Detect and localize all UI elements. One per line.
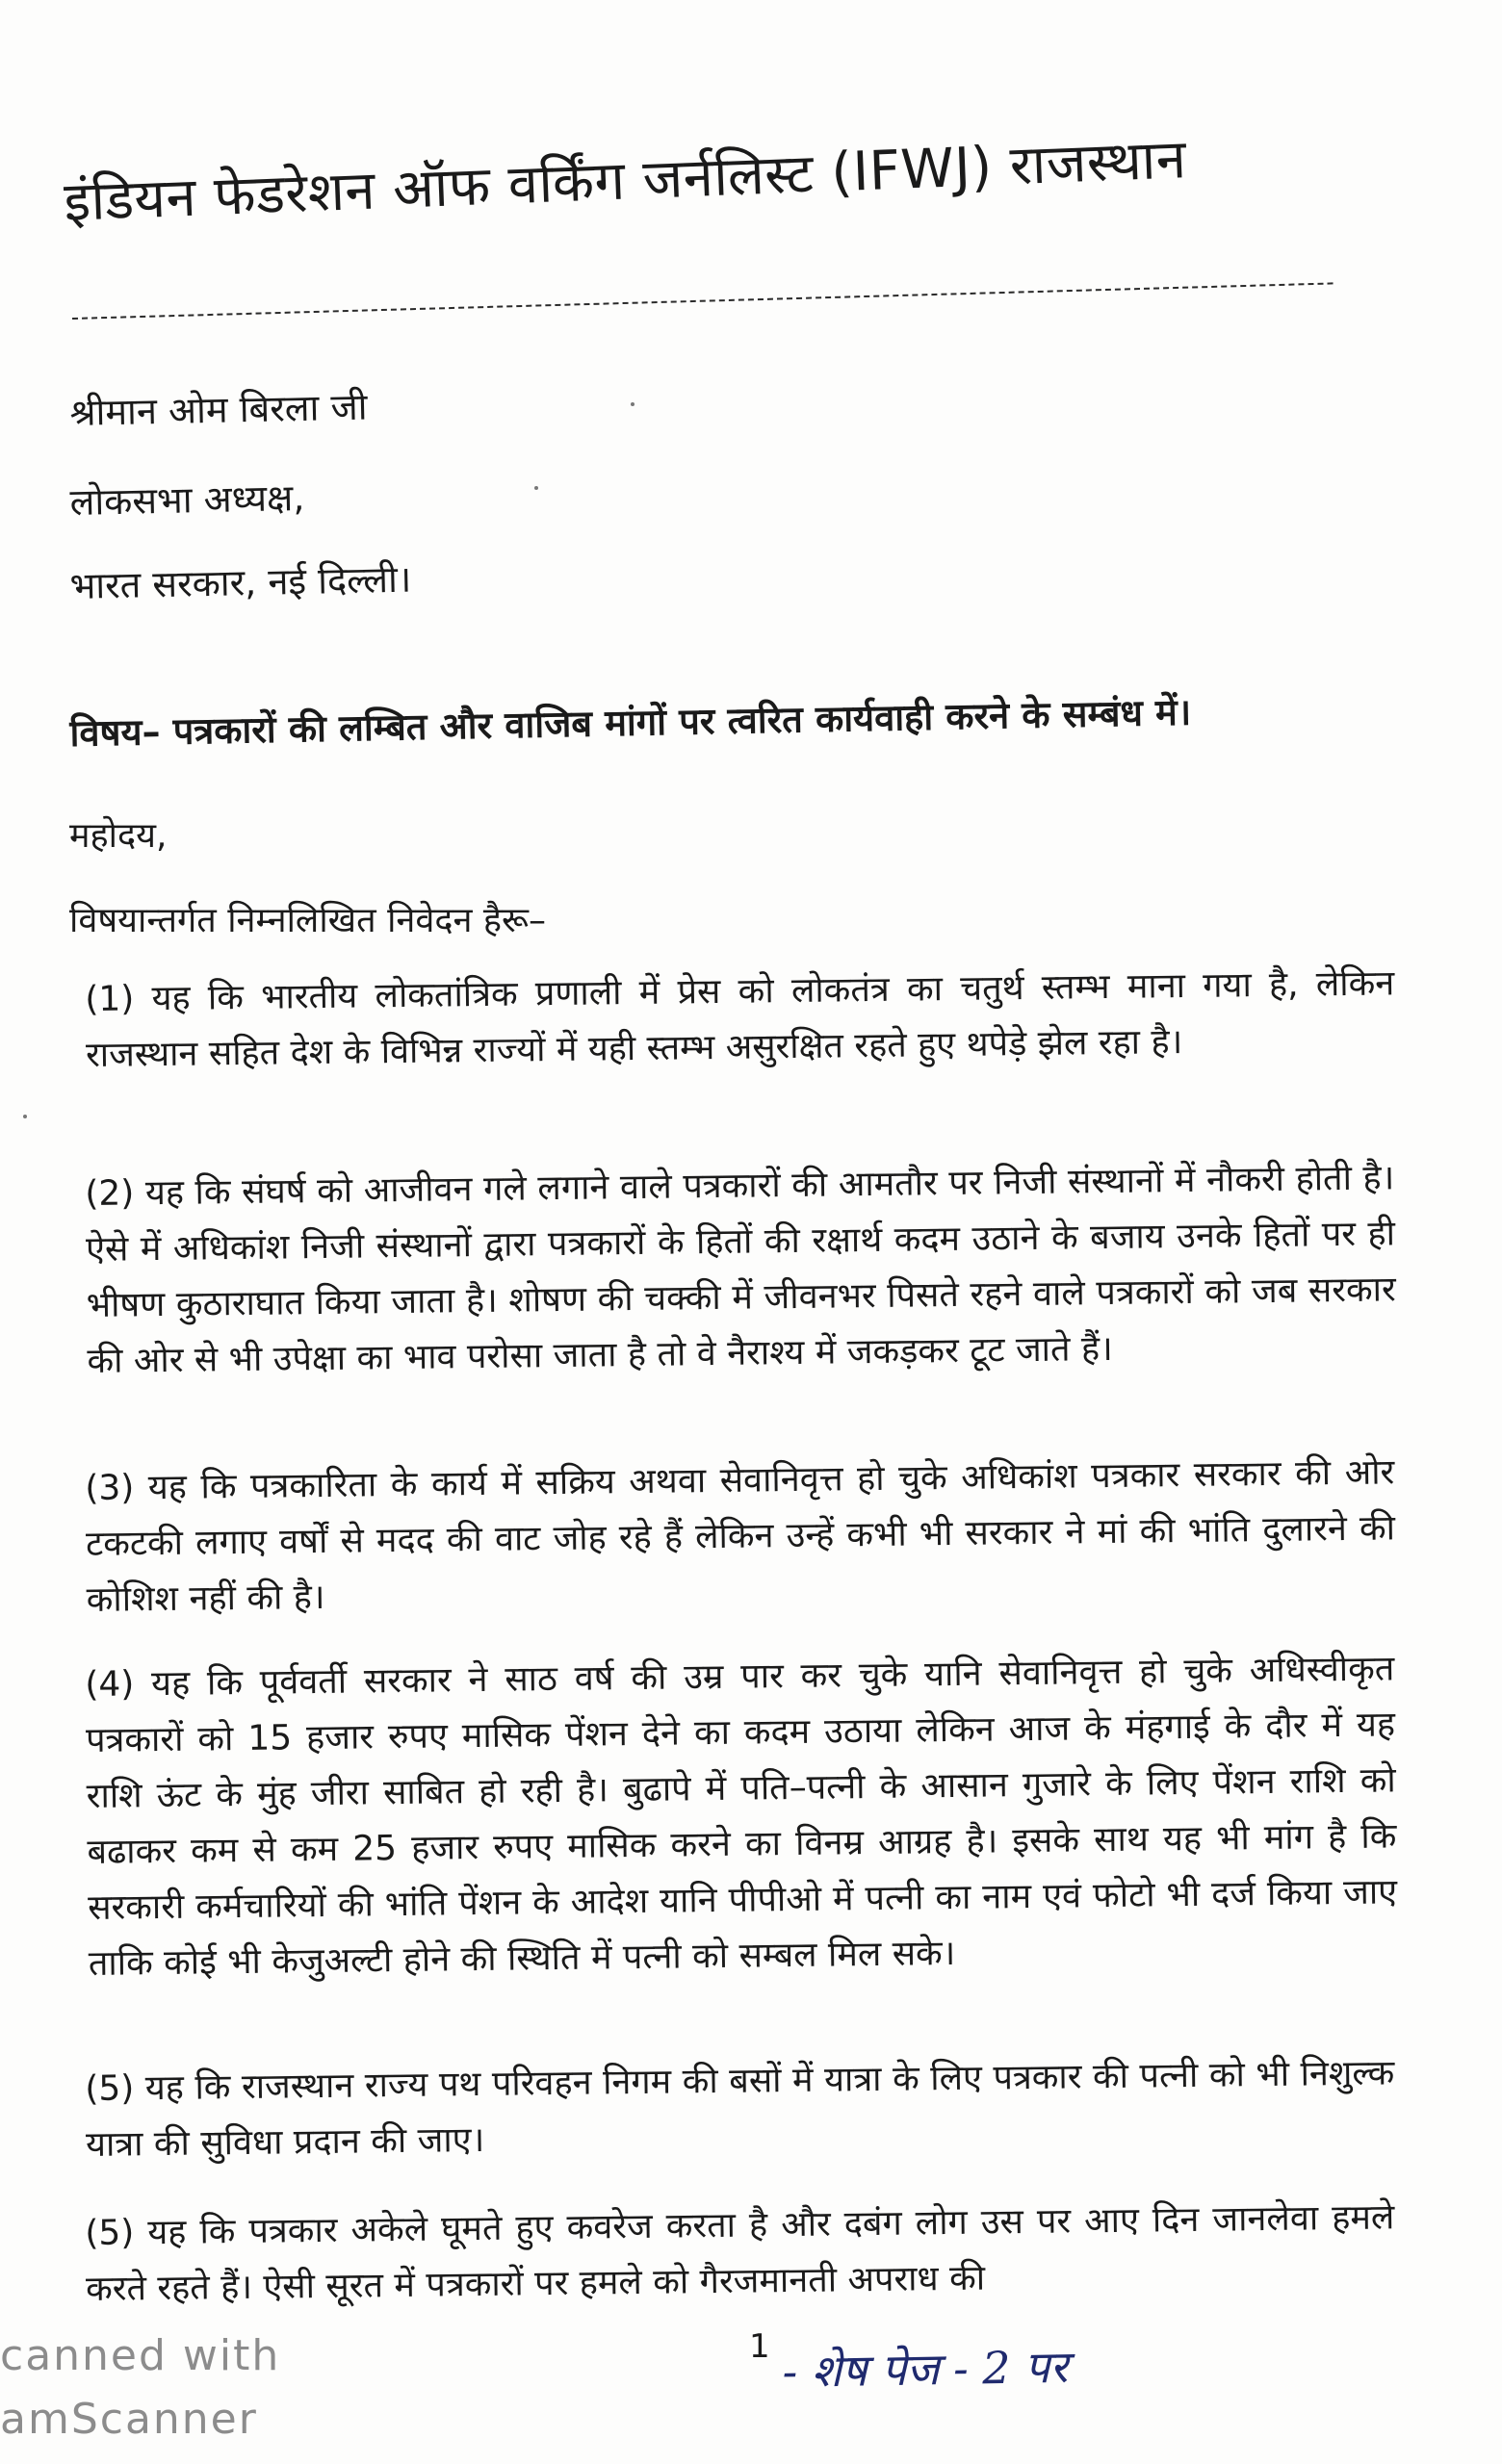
letter-subject: विषय– पत्रकारों की लम्बित और वाजिब मांगों पर त्वरित कार्यवाही करने के सम्बंध में।	[69, 690, 1192, 755]
scan-speck	[631, 402, 634, 406]
paragraph-3: (3) यह कि पत्रकारिता के कार्य में सक्रिय अथवा सेवानिवृत्त हो चुके अधिकांश पत्रकार सरकार की ओर टकटकी लगाए वर्षों से मदद की वाट जोह रहे हैं लेकिन उन्हें कभी भी सरकार ने मां की भांति दुलारने की कोशिश नहीं की है।	[85, 1452, 1396, 1620]
page-number: 1	[749, 2327, 770, 2366]
paragraph-2: (2) यह कि संघर्ष को आजीवन गले लगाने वाले पत्रकारों की आमतौर पर निजी संस्थानों में नौकरी होती है। ऐसे में अधिकांश निजी संस्थानों द्वारा पत्रकारों के हितों की रक्षार्थ कदम उठाने के बजाय उनके हितों पर ही भीषण कुठाराघात किया जाता है। शोषण की चक्की में जीवनभर पिसते रहने वाले पत्रकारों को जब सरकार की ओर से भी उपेक्षा का भाव परोसा जाता है तो वे नैराश्य में जकड़कर टूट जाते हैं।	[85, 1158, 1396, 1381]
scan-speck	[534, 486, 538, 490]
paragraph-5: (5) यह कि राजस्थान राज्य पथ परिवहन निगम की बसों में यात्रा के लिए पत्रकार की पत्नी को भी निशुल्क यात्रा की सुविधा प्रदान की जाए।	[85, 2053, 1395, 2165]
letterhead-title: इंडियन फेडरेशन ऑफ वर्किंग जर्नलिस्ट (IFWJ) राजस्थान	[63, 128, 1188, 234]
paragraph-1: (1) यह कि भारतीय लोकतांत्रिक प्रणाली में प्रेस को लोकतंत्र का चतुर्थ स्तम्भ माना गया है, लेकिन राजस्थान सहित देश के विभिन्न राज्यों में यही स्तम्भ असुरक्षित रहते हुए थपेड़े झेल रहा है।	[85, 963, 1395, 1075]
handwritten-continuation-note: - शेष पेज - 2 पर	[782, 2340, 1069, 2398]
letter-salutation: महोदय,	[69, 816, 168, 856]
recipient-address: भारत सरकार, नई दिल्ली।	[69, 557, 412, 607]
letter-intro: विषयान्तर्गत निम्नलिखित निवेदन हैरू–	[69, 901, 547, 940]
scan-speck	[23, 1115, 27, 1118]
paragraph-4: (4) यह कि पूर्ववर्ती सरकार ने साठ वर्ष की उम्र पार कर चुके यानि सेवानिवृत्त हो चुके अधिस्वीकृत पत्रकारों को 15 हजार रुपए मासिक पेंशन देने का कदम उठाया लेकिन आज के मंहगाई के दौर में यह राशि ऊंट के मुंह जीरा साबित हो रही है। बुढापे में पति–पत्नी के आसान गुजारे के लिए पेंशन राशि को बढाकर कम से कम 25 हजार रुपए मासिक करने का विनम्र आग्रह है। इसके साथ यह भी मांग है कि सरकारी कर्मचारियों की भांति पेंशन के आदेश यानि पीपीओ में पत्नी का नाम एवं फोटो भी दर्ज किया जाए ताकि कोई भी केजुअल्टी होने की स्थिति में पत्नी को सम्बल मिल सके।	[85, 1649, 1398, 1984]
scanner-watermark-line1: canned with	[0, 2331, 281, 2380]
letterhead-divider	[72, 282, 1334, 320]
paragraph-6: (5) यह कि पत्रकार अकेले घूमते हुए कवरेज करता है और दबंग लोग उस पर आए दिन जानलेवा हमले करते रहते हैं। ऐसी सूरत में पत्रकारों पर हमले को गैरजमानती अपराध की	[85, 2197, 1395, 2309]
recipient-designation: लोकसभा अध्यक्ष,	[69, 475, 305, 524]
recipient-name: श्रीमान ओम बिरला जी	[69, 385, 368, 434]
scanner-watermark-line2: amScanner	[0, 2395, 258, 2444]
